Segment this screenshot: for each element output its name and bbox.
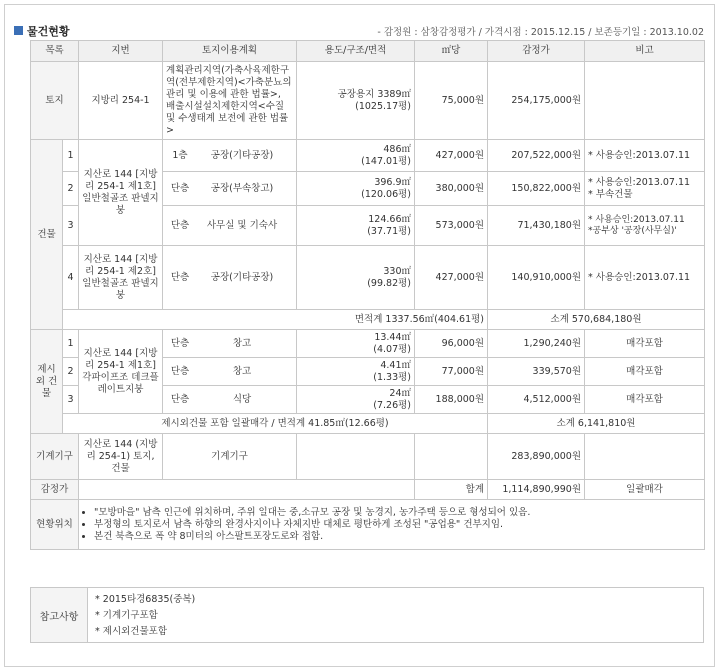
extra-row xyxy=(31,330,705,358)
land-note xyxy=(585,62,705,140)
header-lot: 지번 xyxy=(79,41,163,62)
machine-note xyxy=(585,434,705,480)
building-use: 사무실 및 기숙사 xyxy=(206,219,278,231)
table-header-row xyxy=(31,41,705,62)
appraisal-meta: - 감정원 : 삼창감정평가 / 가격시점 : 2015.12.15 / 보존등기일 : 2013.10.02 xyxy=(377,27,704,38)
building-floor: 단층 xyxy=(170,182,190,194)
extra-area: 24㎡ (7.26평) xyxy=(297,386,415,414)
land-unit: 75,000원 xyxy=(415,62,488,140)
section-header xyxy=(14,23,704,39)
extra-unit: 96,000원 xyxy=(415,330,488,358)
building-label: 건물 xyxy=(31,140,63,330)
appraisal-total: 1,114,890,990원 xyxy=(488,480,585,500)
land-row xyxy=(31,62,705,140)
extra-subtotal-row xyxy=(31,414,705,434)
building-use: 공장(기타공장) xyxy=(210,149,274,161)
building-sum-price: 소계 570,684,180원 xyxy=(488,310,705,330)
location-row xyxy=(31,500,705,550)
building-area: 330㎡ (99.82평) xyxy=(297,246,415,310)
land-plan: 계획관리지역(가축사육제한구역(전부제한지역)<가축분뇨의 관리 및 이용에 관한 법률>, 배출시설설치제한지역<수질 및 수생태계 보전에 관한 법률> xyxy=(163,62,297,140)
building-desc xyxy=(163,206,297,246)
reference-list xyxy=(95,592,195,640)
machine-use: 기계기구 xyxy=(163,434,297,480)
extra-floor: 단층 xyxy=(170,365,190,377)
extra-no: 1 xyxy=(63,330,79,358)
extra-unit: 77,000원 xyxy=(415,358,488,386)
header-price: 감정가 xyxy=(488,41,585,62)
extra-lot: 지산로 144 [지방리 254-1 제1호] 각파이프조 데크플레이트지붕 xyxy=(79,330,163,414)
machine-row xyxy=(31,434,705,480)
reference-item-text: 제시외건물포함 xyxy=(102,626,168,637)
extra-sum-area: 제시외건물 포함 일괄매각 / 면적계 41.85㎡(12.66평) xyxy=(63,414,488,434)
building-no: 1 xyxy=(63,140,79,172)
extra-note: 매각포함 xyxy=(585,386,705,414)
building-note: * 사용승인:2013.07.11 *공부상 '공장(사무실)' xyxy=(585,206,705,246)
header-plan: 토지이용계획 xyxy=(163,41,297,62)
extra-desc xyxy=(163,386,297,414)
building-subtotal-row xyxy=(31,310,705,330)
building-note: * 사용승인:2013.07.11 * 부속건물 xyxy=(585,172,705,206)
machine-label: 기계기구 xyxy=(31,434,79,480)
building-price: 207,522,000원 xyxy=(488,140,585,172)
appraisal-label: 감정가 xyxy=(31,480,79,500)
appraisal-row xyxy=(31,480,705,500)
location-item: • 본건 북측으로 폭 약 8미터의 아스팔트포장도로와 접함. xyxy=(94,531,701,543)
building-unit: 427,000원 xyxy=(415,246,488,310)
extra-note: 매각포함 xyxy=(585,358,705,386)
location-item: • 부정형의 토지로서 남측 하향의 완경사지이나 자체지반 대체로 평탄하게 조성된 "공업용" 건부지임. xyxy=(94,519,701,531)
land-label: 토지 xyxy=(31,62,79,140)
header-note: 비고 xyxy=(585,41,705,62)
header-list: 목록 xyxy=(31,41,79,62)
extra-note: 매각포함 xyxy=(585,330,705,358)
reference-item-text: 2015타경6835(중복) xyxy=(102,594,196,605)
building-area: 396.9㎡ (120.06평) xyxy=(297,172,415,206)
building-floor: 1층 xyxy=(172,149,188,161)
building-unit: 380,000원 xyxy=(415,172,488,206)
reference-label: 참고사항 xyxy=(31,588,88,642)
machine-price: 283,890,000원 xyxy=(488,434,585,480)
building-unit: 427,000원 xyxy=(415,140,488,172)
extra-desc xyxy=(163,330,297,358)
machine-unit xyxy=(415,434,488,480)
building-price: 140,910,000원 xyxy=(488,246,585,310)
appraisal-sum-label: 합계 xyxy=(415,480,488,500)
building-price: 71,430,180원 xyxy=(488,206,585,246)
machine-lot: 지산로 144 (지방리 254-1) 토지, 건물 xyxy=(79,434,163,480)
appraisal-note: 일괄매각 xyxy=(585,480,705,500)
property-table xyxy=(30,40,705,550)
extra-floor: 단층 xyxy=(170,337,190,349)
extra-area: 4.41㎡ (1.33평) xyxy=(297,358,415,386)
building-row xyxy=(31,140,705,172)
building-floor: 단층 xyxy=(170,271,190,283)
extra-sum-price: 소계 6,141,810원 xyxy=(488,414,705,434)
building-sum-area: 면적계 1337.56㎡(404.61평) xyxy=(63,310,488,330)
reference-box xyxy=(30,587,704,643)
land-area: 공장용지 3389㎡ (1025.17평) xyxy=(297,62,415,140)
building-no: 3 xyxy=(63,206,79,246)
reference-item-text: 기계기구포함 xyxy=(102,610,158,621)
header-area: 용도/구조/면적 xyxy=(297,41,415,62)
extra-desc xyxy=(163,358,297,386)
location-label: 현황위치 xyxy=(31,500,79,550)
bullet-square-icon xyxy=(14,26,23,35)
extra-price: 1,290,240원 xyxy=(488,330,585,358)
machine-area xyxy=(297,434,415,480)
building-desc xyxy=(163,140,297,172)
building-no: 4 xyxy=(63,246,79,310)
reference-item: * 제시외건물포함 xyxy=(95,626,168,637)
building-area: 486㎡ (147.01평) xyxy=(297,140,415,172)
land-lot: 지방리 254-1 xyxy=(79,62,163,140)
location-item: • "모방마을" 남측 인근에 위치하며, 주위 일대는 중,소규모 공장 및 농경지, 농가주택 등으로 형성되어 있음. xyxy=(94,507,701,519)
building-note: * 사용승인:2013.07.11 xyxy=(585,140,705,172)
extra-no: 2 xyxy=(63,358,79,386)
land-price: 254,175,000원 xyxy=(488,62,585,140)
building-row xyxy=(31,246,705,310)
section-title: 물건현황 xyxy=(27,25,70,38)
extra-price: 4,512,000원 xyxy=(488,386,585,414)
building-no: 2 xyxy=(63,172,79,206)
appraisal-spacer xyxy=(79,480,415,500)
extra-use: 창고 xyxy=(232,365,252,377)
reference-item: * 2015타경6835(중복) xyxy=(95,594,196,605)
building-desc xyxy=(163,172,297,206)
extra-use: 식당 xyxy=(232,393,252,405)
extra-label: 제시외 건물 xyxy=(31,330,63,434)
building-desc xyxy=(163,246,297,310)
building-unit: 573,000원 xyxy=(415,206,488,246)
building-use: 공장(부속창고) xyxy=(210,182,274,194)
building-lot-1: 지산로 144 [지방리 254-1 제1호] 일반철골조 판넬지붕 xyxy=(79,140,163,246)
building-lot-2: 지산로 144 [지방리 254-1 제2호] 일반철골조 판넬지붕 xyxy=(79,246,163,310)
building-floor: 단층 xyxy=(170,219,190,231)
extra-no: 3 xyxy=(63,386,79,414)
extra-unit: 188,000원 xyxy=(415,386,488,414)
header-unit: ㎡당 xyxy=(415,41,488,62)
building-price: 150,822,000원 xyxy=(488,172,585,206)
extra-use: 창고 xyxy=(232,337,252,349)
location-notes xyxy=(79,500,705,550)
building-use: 공장(기타공장) xyxy=(210,271,274,283)
extra-floor: 단층 xyxy=(170,393,190,405)
extra-area: 13.44㎡ (4.07평) xyxy=(297,330,415,358)
building-area: 124.66㎡ (37.71평) xyxy=(297,206,415,246)
extra-price: 339,570원 xyxy=(488,358,585,386)
reference-item: * 기계기구포함 xyxy=(95,610,158,621)
building-note: * 사용승인:2013.07.11 xyxy=(585,246,705,310)
